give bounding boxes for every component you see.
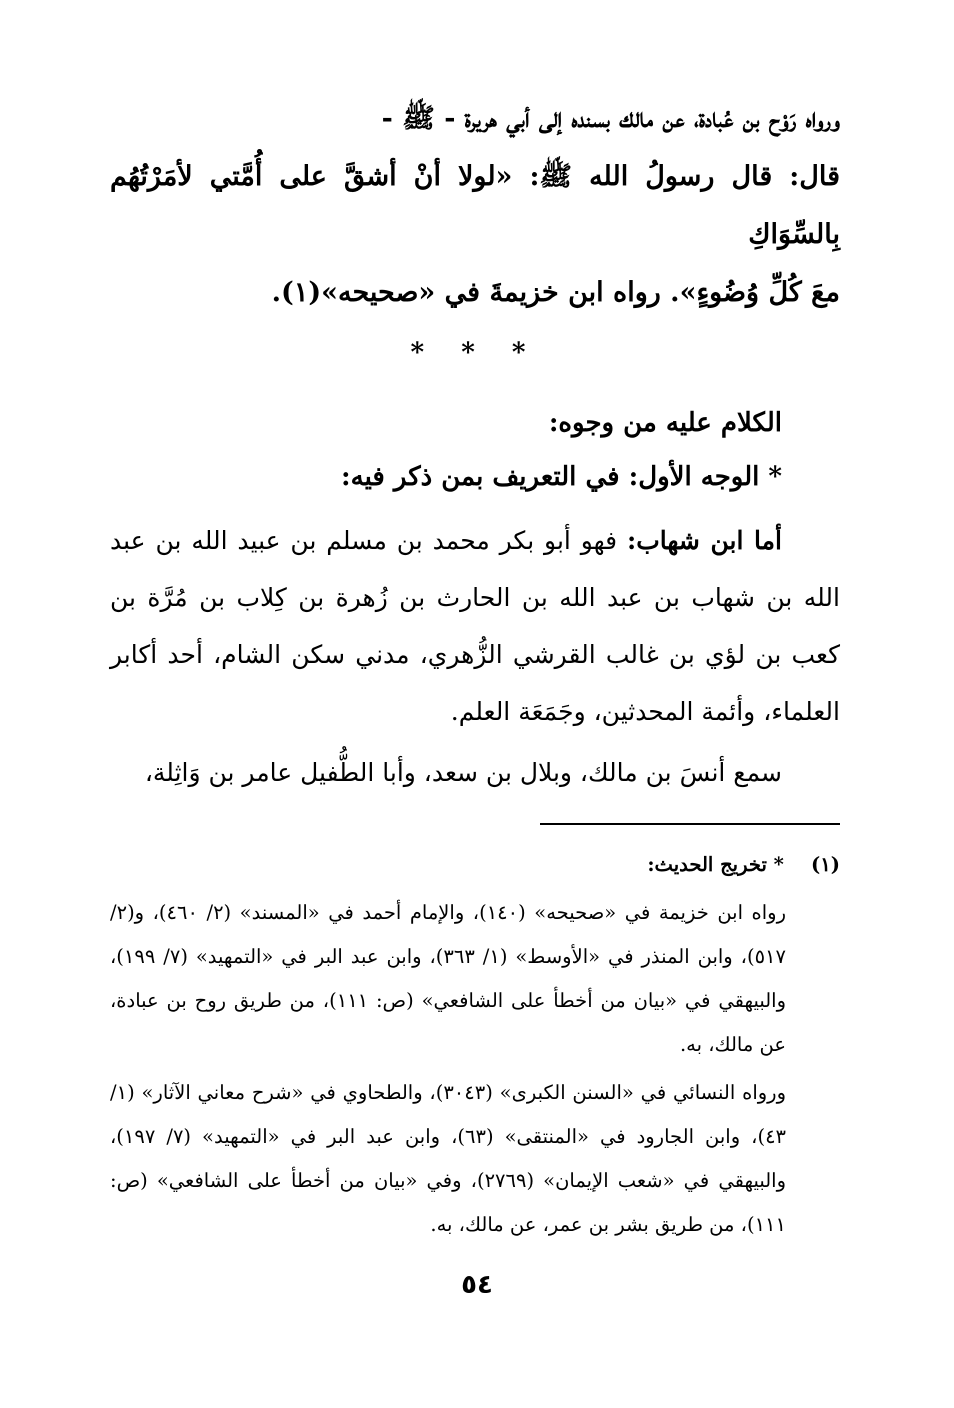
footnotes [110, 843, 840, 1247]
hadith-line-3: معَ كُلِّ وُضُوءٍ». رواه ابن خزيمةَ في «صحيحه»(١). [271, 277, 840, 308]
page-content [110, 90, 840, 1247]
footnote-paragraph-2: ورواه النسائي في «السنن الكبرى» (٣٠٤٣)، والطحاوي في «شرح معاني الآثار» (١/ ٤٣)، وابن الجارود في «المنتقى» (٦٣)، وابن عبد البر في «التمهيد» (٧/ ١٩٧)، والبيهقي في «شعب الإيمان» (٢٧٦٩)، وفي «بيان من أخطأ على الشافعي» (ص: ١١١)، من طريق بشر بن عمر، عن مالك، به. [110, 1081, 787, 1236]
section-heading: الكلام عليه من وجوه: [548, 408, 782, 438]
subject-name: أما ابن شهاب: [626, 526, 782, 555]
hadith-line-2: قال: قال رسولُ الله ﷺ: «لولا أنْ أشقَّ على أُمَّتي لأمَرْتُهُم بِالسِّوَاكِ [110, 161, 840, 250]
footnote-paragraph-1: رواه ابن خزيمة في «صحيحه» (١٤٠)، والإمام أحمد في «المسند» (٢/ ٤٦٠)، و(٢/ ٥١٧)، وابن المنذر في «الأوسط» (١/ ٣٦٣)، وابن عبد البر في «التمهيد» (٧/ ١٩٩)، والبيهقي في «بيان من أخطأ على الشافعي» (ص: ١١١)، من طريق روح بن عبادة، عن مالك، به. [110, 901, 787, 1056]
biography-text: فهو أبو بكر محمد بن مسلم بن عبيد الله بن عبد الله بن شهاب بن عبد الله بن الحارث بن زُهرة بن كِلاب بن مُرَّة بن كعب بن لؤي بن غالب القرشي الزُّهري، مدني سكن الشام، أحد أكابر العلماء، وأئمة المحدثين، وجَمَعَة العلم. [110, 526, 840, 726]
footnote-header [110, 843, 840, 887]
subsection-heading: * الوجه الأول: في التعريف بمن ذكر فيه: [341, 462, 782, 492]
paragraph-teachers: سمع أنسَ بن مالك، وبلال بن سعد، وأبا الطُّفيل عامر بن وَاثِلة، [144, 758, 782, 787]
paragraph-biography [110, 512, 840, 740]
footnote-marker: (١) [811, 853, 840, 876]
body-text [110, 512, 840, 801]
hadith-line-1: ورواه رَوْح بن عُبادة، عن مالك بسنده إلى أبي هريرة - ﷺ - [381, 103, 840, 134]
footnote-title: * تخريج الحديث: [647, 853, 784, 876]
footnote-divider [540, 823, 840, 825]
hadith-text [110, 90, 840, 322]
page-number: ٥٤ [461, 1270, 493, 1300]
section-separator: * * * [410, 338, 540, 368]
